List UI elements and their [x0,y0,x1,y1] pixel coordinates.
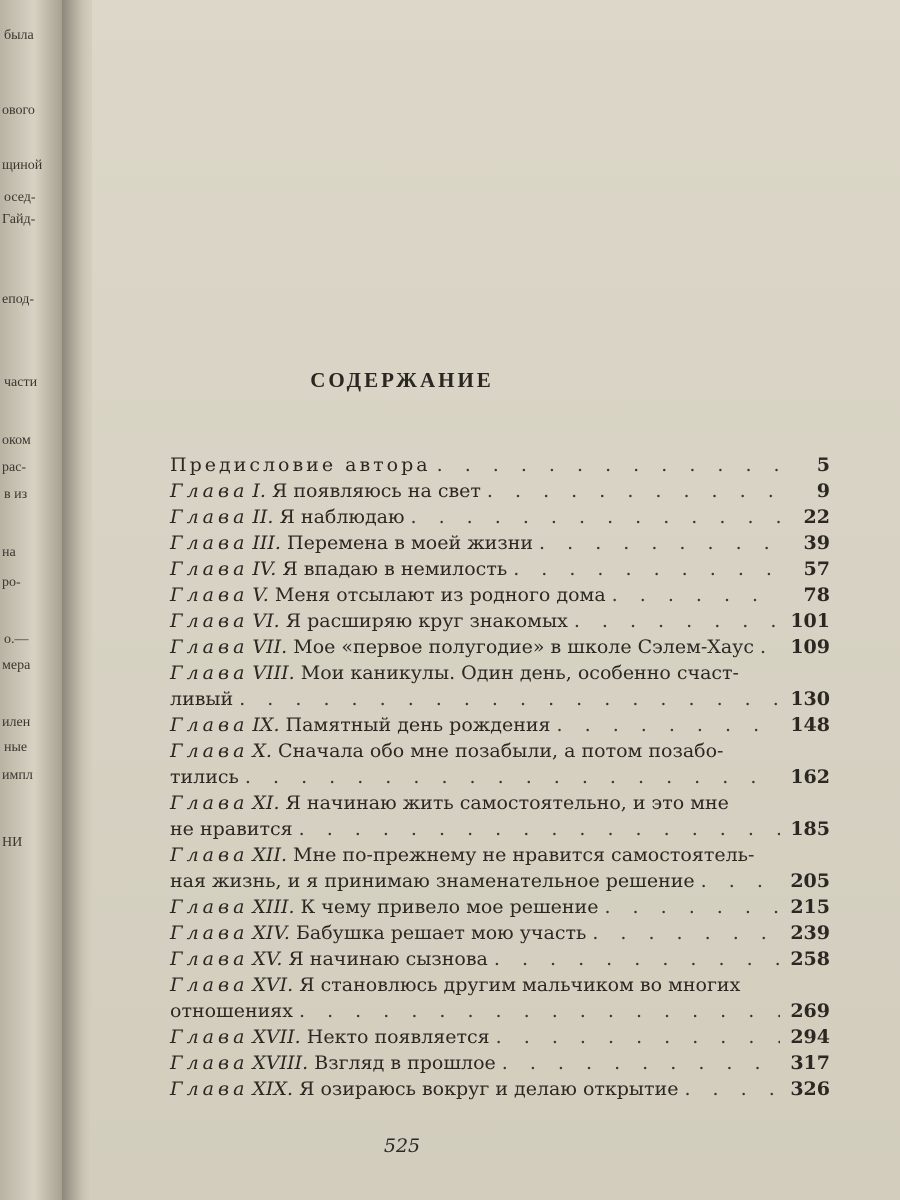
leader-dots [513,556,780,582]
left-page-text-fragment: щиной [2,158,43,173]
toc-entry [170,582,830,608]
leader-dots [760,634,780,660]
leader-dots [574,608,780,634]
toc-entry [170,608,830,634]
contents-heading: СОДЕРЖАНИЕ [310,368,494,392]
chapter-word: Глава [170,896,249,918]
chapter-numeral: VII. [252,636,288,658]
chapter-word: Глава [170,662,249,684]
left-page-text-fragment: илен [2,715,31,730]
chapter-title: Сначала обо мне позабыли, а потом позабо- [278,740,724,762]
chapter-title: Предисловие автора [170,454,431,476]
leader-dots [539,530,780,556]
toc-entry [170,1024,830,1050]
leader-dots [701,868,780,894]
chapter-word: Глава [170,922,249,944]
chapter-title: Мое «первое полугодие» в школе Сэлем-Хаус [293,636,754,658]
chapter-title: Памятный день рождения [285,714,551,736]
chapter-numeral: IX. [252,714,280,736]
toc-page-number: 317 [790,1052,830,1074]
chapter-numeral: IV. [252,558,277,580]
chapter-title: Я начинаю сызнова [288,948,488,970]
chapter-word: Глава [170,1078,249,1100]
left-page-text-fragment: о.— [4,632,29,647]
toc-page-number: 101 [790,610,830,632]
left-page-text-fragment: ро- [2,575,21,590]
left-page-text-fragment: рас- [2,460,27,475]
leader-dots [496,1024,780,1050]
toc-page-number: 9 [816,480,830,502]
toc-page-number: 109 [790,636,830,658]
leader-dots [245,764,780,790]
toc-page-number: 326 [790,1078,830,1100]
left-page-text-fragment: НИ [2,835,23,850]
chapter-word: Глава [170,636,249,658]
leader-dots [239,686,780,712]
left-page-text-fragment: осед- [4,190,36,205]
toc-entry [170,556,830,582]
chapter-word: Глава [170,480,249,502]
toc-page-number: 39 [803,532,830,554]
chapter-title: Взгляд в прошлое [314,1052,496,1074]
leader-dots [437,452,780,478]
left-page-text-fragment: Гайд- [2,212,36,227]
leader-dots [494,946,780,972]
chapter-numeral: XII. [252,844,287,866]
chapter-numeral: V. [252,584,269,606]
chapter-word: Глава [170,714,249,736]
chapter-numeral: X. [252,740,272,762]
toc-entry [170,504,830,530]
chapter-word: Глава [170,974,249,996]
leader-dots [592,920,780,946]
chapter-title-continued: отношениях [170,1000,293,1022]
leader-dots [604,894,780,920]
toc-entry [170,842,830,894]
chapter-word: Глава [170,792,249,814]
toc-page-number: 294 [790,1026,830,1048]
left-page-text-fragment: оком [2,433,31,448]
toc-page-number: 239 [790,922,830,944]
left-page-text-fragment: ные [4,740,28,755]
chapter-word: Глава [170,1052,249,1074]
leader-dots [612,582,780,608]
chapter-word: Глава [170,506,249,528]
chapter-title: Я становлюсь другим мальчиком во многих [299,974,741,996]
chapter-numeral: VI. [252,610,280,632]
toc-page-number: 78 [803,584,830,606]
chapter-word: Глава [170,948,249,970]
toc-entry [170,920,830,946]
chapter-title: Мои каникулы. Один день, особенно счаст- [300,662,739,684]
chapter-numeral: XV. [252,948,283,970]
chapter-numeral: XIV. [252,922,290,944]
toc-entry [170,972,830,1024]
chapter-word: Глава [170,844,249,866]
book-page [92,0,900,1200]
chapter-numeral: II. [252,506,274,528]
chapter-title-continued: ная жизнь, и я принимаю знаменательное решение [170,870,695,892]
chapter-title-continued: тились [170,766,239,788]
left-page-edge [0,0,62,1200]
chapter-title: Меня отсылают из родного дома [274,584,606,606]
chapter-word: Глава [170,532,249,554]
chapter-numeral: III. [252,532,281,554]
chapter-numeral: VIII. [252,662,295,684]
toc-entry [170,894,830,920]
left-page-text-fragment: части [4,375,38,390]
toc-page-number: 205 [790,870,830,892]
leader-dots [487,478,780,504]
chapter-numeral: I. [252,480,266,502]
left-page-text-fragment: епод- [2,292,35,307]
chapter-numeral: XIII. [252,896,295,918]
toc-entry [170,1050,830,1076]
chapter-title: Я наблюдаю [279,506,405,528]
leader-dots [557,712,780,738]
toc-entry [170,478,830,504]
toc-entry [170,660,830,712]
toc-entry [170,1076,830,1102]
toc-entry [170,452,830,478]
chapter-title: Я впадаю в немилость [282,558,508,580]
leader-dots [684,1076,780,1102]
page-number: 525 [383,1135,421,1157]
toc-page-number: 148 [790,714,830,736]
chapter-word: Глава [170,584,249,606]
leader-dots [411,504,780,530]
left-page-text-fragment: была [4,28,34,43]
chapter-word: Глава [170,610,249,632]
toc-entry [170,530,830,556]
leader-dots [502,1050,780,1076]
chapter-title: Бабушка решает мою участь [295,922,587,944]
toc-entry [170,738,830,790]
chapter-title: Я появляюсь на свет [272,480,481,502]
toc-page-number: 22 [803,506,830,528]
leader-dots [299,816,780,842]
toc-page-number: 130 [790,688,830,710]
left-page-text-fragment: ового [2,103,35,118]
chapter-title: Я начинаю жить самостоятельно, и это мне [285,792,729,814]
left-page-text-fragment: в из [4,487,28,502]
chapter-title: Мне по-прежнему не нравится самостоятель- [293,844,755,866]
toc-page-number: 57 [803,558,830,580]
chapter-title-continued: ливый [170,688,234,710]
chapter-numeral: XVII. [252,1026,301,1048]
toc-page-number: 5 [816,454,830,476]
toc-page-number: 162 [790,766,830,788]
toc-entry [170,634,830,660]
chapter-numeral: XVI. [252,974,294,996]
toc-page-number: 185 [790,818,830,840]
leader-dots [299,998,780,1024]
chapter-numeral: XVIII. [252,1052,309,1074]
chapter-title: Некто появляется [306,1026,490,1048]
toc-entry [170,790,830,842]
chapter-word: Глава [170,740,249,762]
toc-page-number: 215 [790,896,830,918]
toc-entry [170,712,830,738]
chapter-title-continued: не нравится [170,818,293,840]
toc-page-number: 269 [790,1000,830,1022]
chapter-word: Глава [170,558,249,580]
chapter-word: Глава [170,1026,249,1048]
left-page-text-fragment: на [2,545,16,560]
chapter-numeral: XI. [252,792,280,814]
chapter-title: К чему привело мое решение [300,896,599,918]
chapter-title: Я расширяю круг знакомых [285,610,568,632]
chapter-numeral: XIX. [252,1078,294,1100]
book-gutter [62,0,96,1200]
left-page-text-fragment: мера [2,658,31,673]
toc-page-number: 258 [790,948,830,970]
chapter-title: Я озираюсь вокруг и делаю открытие [299,1078,679,1100]
toc-entry [170,946,830,972]
table-of-contents [170,452,830,1102]
chapter-title: Перемена в моей жизни [287,532,534,554]
left-page-text-fragment: импл [2,768,33,783]
